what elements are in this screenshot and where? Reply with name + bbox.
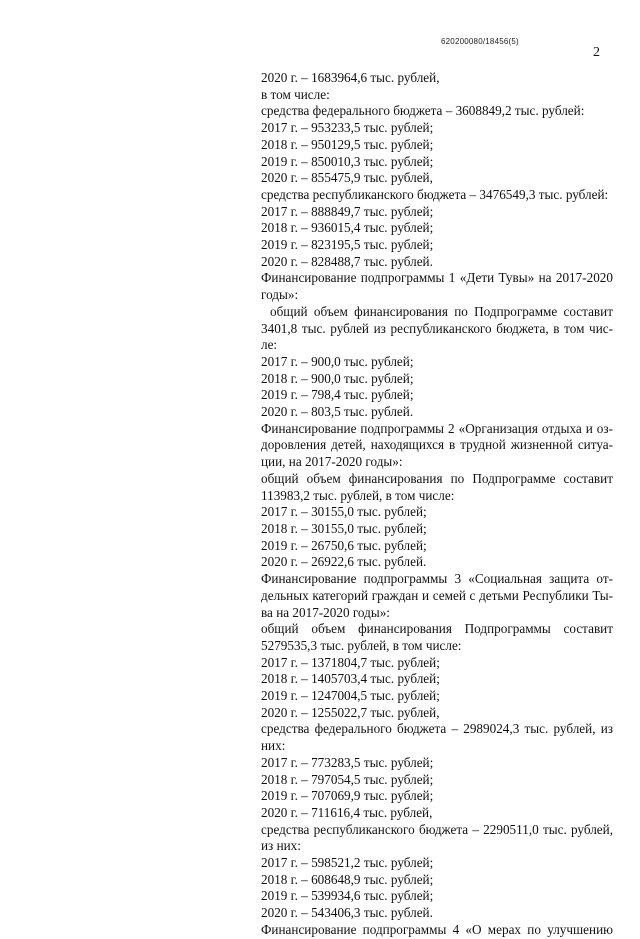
text-line: средства федерального бюджета – 3608849,2 тыс. рублей: xyxy=(261,103,585,119)
text-line: средства республиканского бюджета – 3476549,3 тыс. рублей: xyxy=(261,186,609,202)
text-line: общий объем финансирования Подпрограммы составит xyxy=(261,621,613,637)
text-line: Финансирование подпрограммы 3 «Социальная защита от- xyxy=(261,571,613,587)
text-line: средства федерального бюджета – 2989024,3 тыс. рублей, из xyxy=(261,721,613,737)
text-line: 2018 г. – 1405703,4 тыс. рублей; xyxy=(261,671,440,687)
text-line: 2019 г. – 26750,6 тыс. рублей; xyxy=(261,537,427,553)
text-line: годы»: xyxy=(261,287,299,303)
text-line: в том числе: xyxy=(261,86,330,102)
text-line: 2019 г. – 798,4 тыс. рублей; xyxy=(261,387,414,403)
text-line: 2017 г. – 888849,7 тыс. рублей; xyxy=(261,203,434,219)
text-line: 2020 г. – 828488,7 тыс. рублей. xyxy=(261,253,433,269)
text-line: дельных категорий граждан и семей с детьми Республики Ты- xyxy=(261,587,613,603)
text-line: 2018 г. – 936015,4 тыс. рублей; xyxy=(261,220,434,236)
text-line: 2018 г. – 950129,5 тыс. рублей; xyxy=(261,136,434,152)
text-line: ле: xyxy=(261,337,278,353)
text-line: 2020 г. – 855475,9 тыс. рублей, xyxy=(261,170,433,186)
text-line: 2020 г. – 1255022,7 тыс. рублей, xyxy=(261,704,440,720)
text-line: 2020 г. – 711616,4 тыс. рублей, xyxy=(261,804,433,820)
text-line: 2020 г. – 543406,3 тыс. рублей. xyxy=(261,905,433,921)
text-line: 2020 г. – 803,5 тыс. рублей. xyxy=(261,404,414,420)
text-line: 2020 г. – 26922,6 тыс. рублей. xyxy=(261,554,427,570)
text-line: Финансирование подпрограммы 2 «Организация отдыха и оз- xyxy=(261,420,613,436)
document-code: 620200080/18456(5) xyxy=(441,37,519,46)
text-line: из них: xyxy=(261,838,301,854)
text-line: ции, на 2017-2020 годы»: xyxy=(261,454,403,470)
text-line: 2018 г. – 608648,9 тыс. рублей; xyxy=(261,871,434,887)
document-body xyxy=(261,70,613,939)
text-line: них: xyxy=(261,738,286,754)
text-line: 2018 г. – 797054,5 тыс. рублей; xyxy=(261,771,434,787)
text-line: Финансирование подпрограммы 1 «Дети Тувы» на 2017-2020 xyxy=(261,270,613,286)
text-line: 2019 г. – 823195,5 тыс. рублей; xyxy=(261,237,434,253)
text-line: общий объем финансирования по Подпрограмме составит xyxy=(261,470,613,486)
text-line: ва на 2017-2020 годы»: xyxy=(261,604,390,620)
text-line: 2017 г. – 598521,2 тыс. рублей; xyxy=(261,855,434,871)
text-line: 2018 г. – 900,0 тыс. рублей; xyxy=(261,370,414,386)
text-line: 2019 г. – 539934,6 тыс. рублей; xyxy=(261,888,434,904)
text-line: 2017 г. – 900,0 тыс. рублей; xyxy=(261,353,414,369)
text-line: 2017 г. – 953233,5 тыс. рублей; xyxy=(261,120,434,136)
text-line: доровления детей, находящихся в трудной жизненной ситуа- xyxy=(261,437,613,453)
text-line: 2019 г. – 850010,3 тыс. рублей; xyxy=(261,153,434,169)
text-line: 3401,8 тыс. рублей из республиканского бюджета, в том чис- xyxy=(261,320,613,336)
text-line: Финансирование подпрограммы 4 «О мерах по улучшению xyxy=(261,921,613,937)
text-line: общий объем финансирования по Подпрограмме составит xyxy=(270,303,613,319)
page-number: 2 xyxy=(593,45,600,60)
text-line: 2018 г. – 30155,0 тыс. рублей; xyxy=(261,520,427,536)
text-line: 113983,2 тыс. рублей, в том числе: xyxy=(261,487,455,503)
text-line: 2019 г. – 707069,9 тыс. рублей; xyxy=(261,788,434,804)
text-line: 2017 г. – 773283,5 тыс. рублей; xyxy=(261,754,434,770)
text-line: 2019 г. – 1247004,5 тыс. рублей; xyxy=(261,688,440,704)
text-line: 2017 г. – 1371804,7 тыс. рублей; xyxy=(261,654,440,670)
text-line: средства республиканского бюджета – 2290511,0 тыс. рублей, xyxy=(261,821,613,837)
text-line: 2017 г. – 30155,0 тыс. рублей; xyxy=(261,504,427,520)
text-line: 5279535,3 тыс. рублей, в том числе: xyxy=(261,637,462,653)
text-line: 2020 г. – 1683964,6 тыс. рублей, xyxy=(261,70,440,85)
